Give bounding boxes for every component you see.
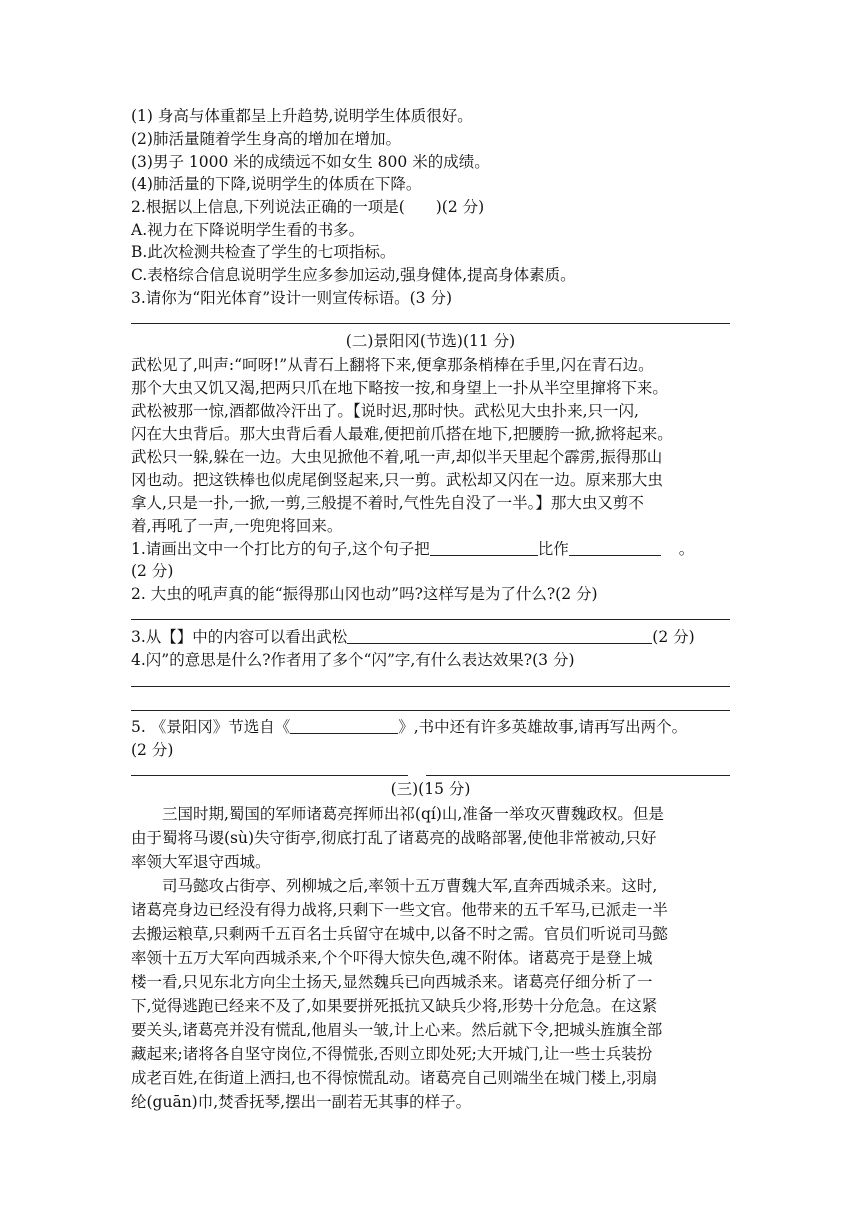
section-3-title: (三)(15 分) — [390, 780, 471, 798]
question-3b-text: 3.从【】中的内容可以看出武松 — [131, 628, 348, 646]
question-1 — [131, 538, 730, 560]
answer-blank[interactable] — [430, 541, 538, 556]
passage-line: 武松被那一惊,酒都做冷汗出了。【说时迟,那时快。武松见大虫扑来,只一闪, — [131, 402, 639, 420]
answer-line[interactable] — [131, 775, 408, 776]
question-1-mid: 比作 — [537, 540, 569, 558]
statement-4: (4)肺活量的下降,说明学生的体质在下降。 — [131, 175, 422, 193]
passage-line: 武松见了,叫声:“呵呀!”从青石上翻将下来,便拿那条梢棒在手里,闪在青石边。 — [131, 356, 654, 374]
answer-line[interactable] — [131, 323, 730, 324]
passage-line: 三国时期,蜀国的军师诸葛亮挥师出祁(qí)山,准备一举攻灭曹魏政权。但是 — [131, 805, 664, 823]
question-2b: 2. 大虫的吼声真的能“振得那山冈也动”吗?这样写是为了什么?(2 分) — [131, 585, 598, 603]
passage-line: 由于蜀将马谡(sù)失守街亭,彻底打乱了诸葛亮的战略部署,使他非常被动,只好 — [131, 829, 657, 847]
question-1-score: (2 分) — [131, 562, 174, 580]
question-4: 4.闪”的意思是什么?作者用了多个“闪”字,有什么表达效果?(3 分) — [131, 651, 575, 669]
question-5-rest: 》,书中还有许多英雄故事,请再写出两个。 — [398, 718, 688, 736]
answer-blank[interactable] — [290, 719, 398, 734]
answer-blank[interactable] — [569, 541, 661, 556]
statement-2: (2)肺活量随着学生身高的增加在增加。 — [131, 130, 401, 148]
answer-line[interactable] — [131, 686, 730, 687]
answer-line[interactable] — [131, 619, 730, 620]
question-3: 3.请你为“阳光体育”设计一则宣传标语。(3 分) — [131, 289, 453, 307]
question-1-end: 。 — [678, 540, 695, 558]
passage-line: 去搬运粮草,只剩两千五百名士兵留守在城中,以备不时之需。官员们听说司马懿 — [131, 925, 668, 943]
passage-line: 成老百姓,在街道上洒扫,也不得惊慌乱动。诸葛亮自己则端坐在城门楼上,羽扇 — [131, 1069, 658, 1087]
question-2: 2.根据以上信息,下列说法正确的一项是( )(2 分) — [131, 198, 485, 216]
option-a: A.视力在下降说明学生看的书多。 — [131, 221, 365, 239]
passage-line: 诸葛亮身边已经没有得力战将,只剩下一些文官。他带来的五千军马,已派走一半 — [131, 901, 668, 919]
passage-line: 拿人,只是一扑,一掀,一剪,三般提不着时,气性先自没了一半。】那大虫又剪不 — [131, 494, 644, 512]
answer-line[interactable] — [426, 775, 730, 776]
passage-line: 闪在大虫背后。那大虫背后看人最难,便把前爪搭在地下,把腰胯一掀,掀将起来。 — [131, 425, 673, 443]
statement-3: (3)男子 1000 米的成绩远不如女生 800 米的成绩。 — [131, 153, 490, 171]
passage-line: 下,觉得逃跑已经来不及了,如果要拼死抵抗又缺兵少将,形势十分危急。在这紧 — [131, 997, 658, 1015]
passage-line: 要关头,诸葛亮并没有慌乱,他眉头一皱,计上心来。然后就下令,把城头旌旗全部 — [131, 1021, 663, 1039]
section-2-title: (二)景阳冈(节选)(11 分) — [345, 332, 516, 350]
passage-line: 着,再吼了一声,一兜兜将回来。 — [131, 517, 343, 535]
passage-line: 武松只一躲,躲在一边。大虫见掀他不着,吼一声,却似半天里起个霹雳,振得那山 — [131, 448, 663, 466]
passage-line: 纶(guān)巾,焚香抚琴,摆出一副若无其事的样子。 — [131, 1093, 472, 1111]
passage-line: 那个大虫又饥又渴,把两只爪在地下略按一按,和身望上一扑从半空里撺将下来。 — [131, 379, 668, 397]
passage-line: 率领大军退守西城。 — [131, 853, 271, 871]
passage-line: 楼一看,只见东北方向尘土扬天,显然魏兵已向西城杀来。诸葛亮仔细分析了一 — [131, 973, 653, 991]
question-5-text: 5. 《景阳冈》节选自《 — [131, 718, 291, 736]
question-3b-score: (2 分) — [652, 628, 695, 646]
question-5-score: (2 分) — [131, 741, 174, 759]
answer-line[interactable] — [131, 710, 730, 711]
passage-line: 藏起来;诸将各自坚守岗位,不得慌张,否则立即处死;大开城门,让一些士兵装扮 — [131, 1045, 653, 1063]
passage-line: 率领十五万大军向西城杀来,个个吓得大惊失色,魂不附体。诸葛亮于是登上城 — [131, 949, 653, 967]
option-b: B.此次检测共检查了学生的七项指标。 — [131, 243, 396, 261]
passage-line: 司马懿攻占街亭、列柳城之后,率领十五万曹魏大军,直奔西城杀来。这时, — [131, 877, 658, 895]
question-3b — [131, 626, 730, 648]
statement-1: (1) 身高与体重都呈上升趋势,说明学生体质很好。 — [131, 107, 473, 125]
question-5 — [131, 716, 730, 738]
question-1-text: 1.请画出文中一个打比方的句子,这个句子把 — [131, 540, 430, 558]
option-c: C.表格综合信息说明学生应多参加运动,强身健体,提高身体素质。 — [131, 266, 576, 284]
passage-line: 冈也动。把这铁棒也似虎尾倒竖起来,只一剪。武松却又闪在一边。原来那大虫 — [131, 471, 663, 489]
answer-blank[interactable] — [347, 629, 652, 644]
